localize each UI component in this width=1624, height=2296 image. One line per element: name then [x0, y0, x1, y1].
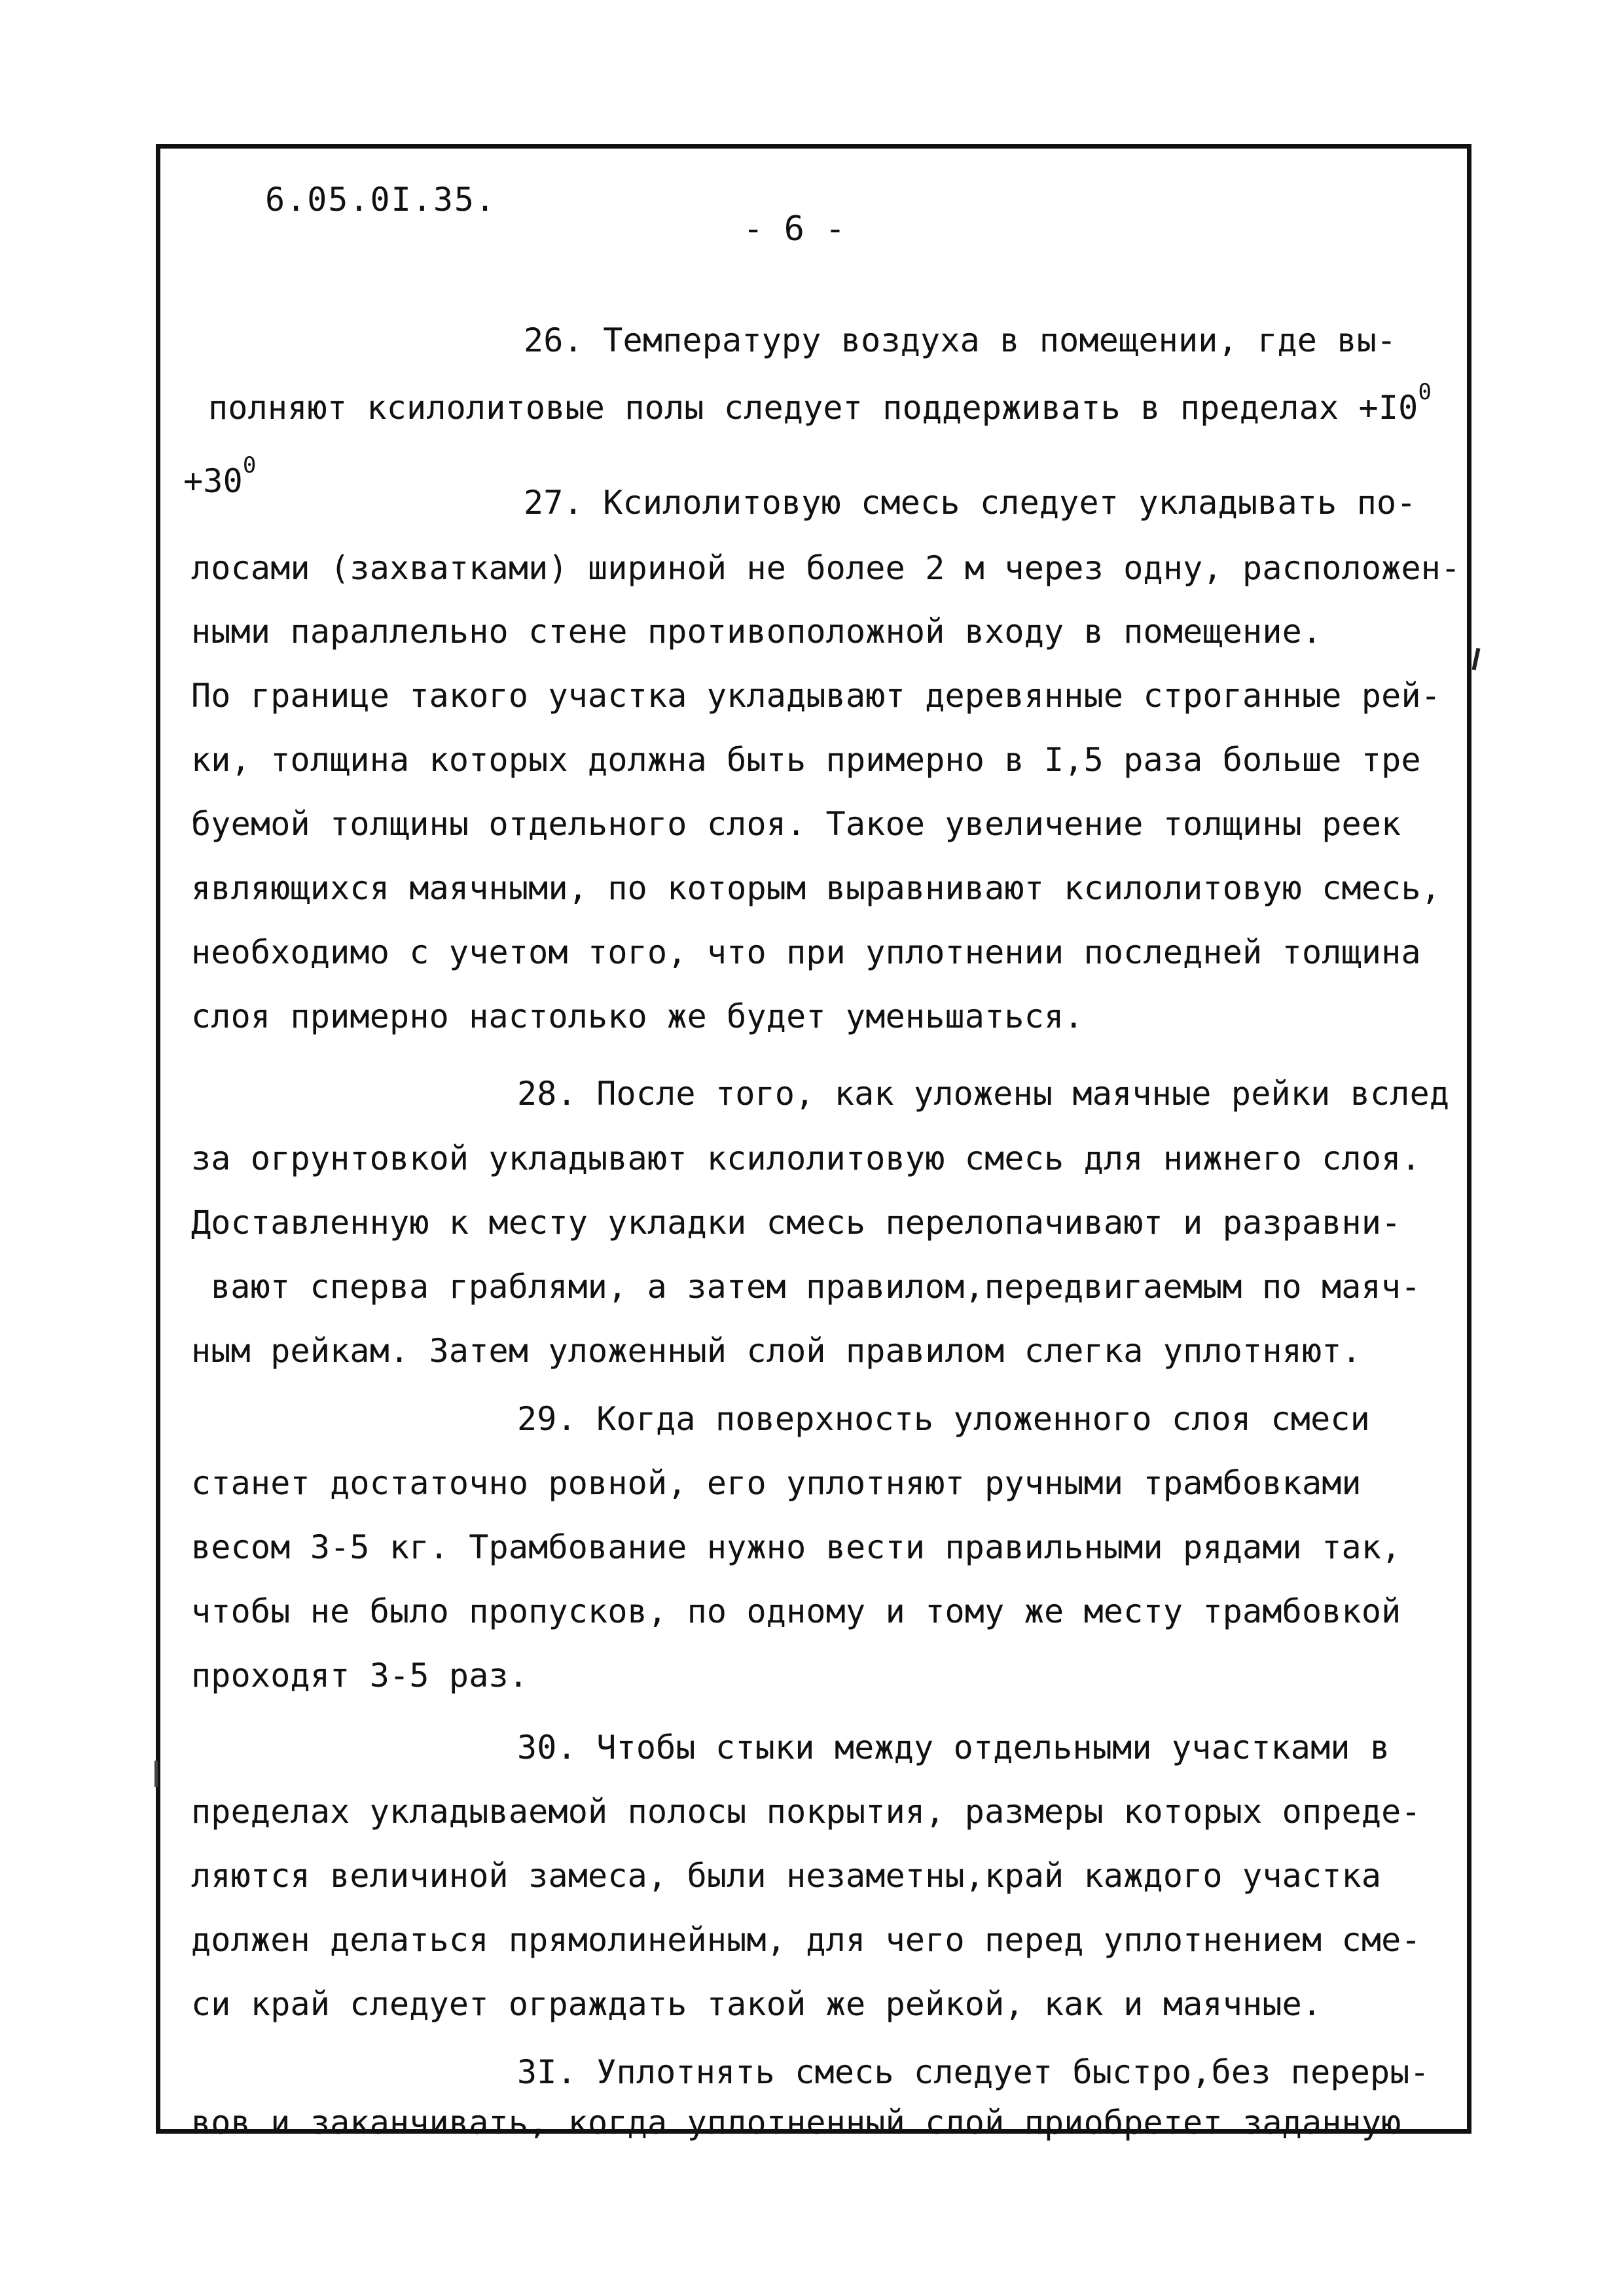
- text-line: 27. Ксилолитовую смесь следует укладывать по-: [524, 484, 1416, 522]
- text-line: слоя примерно настолько же будет уменьшаться.: [191, 997, 1084, 1035]
- document-code: 6.05.0I.35.: [265, 181, 497, 219]
- text-line: Доставленную к месту укладки смесь перелопачивают и разравни-: [191, 1204, 1401, 1242]
- text-line: проходят 3-5 раз.: [191, 1657, 529, 1695]
- text-line: станет достаточно ровной, его уплотняют ручными трамбовками: [191, 1464, 1362, 1502]
- text-line: ным рейкам. Затем уложенный слой правилом слегка уплотняют.: [191, 1332, 1362, 1370]
- text-line: си край следует ограждать такой же рейкой, как и маячные.: [191, 1985, 1322, 2023]
- text-line: вов и заканчивать, когда уплотненный слой приобретет заданную: [191, 2104, 1401, 2142]
- text-line: буемой толщины отдельного слоя. Такое увеличение толщины реек: [191, 805, 1401, 843]
- text-line: ки, толщина которых должна быть примерно в I,5 раза больше тре: [191, 741, 1421, 779]
- text-line: ными параллельно стене противоположной входу в помещение.: [191, 613, 1322, 651]
- text-line: По границе такого участка укладывают деревянные строганные рей-: [191, 677, 1441, 715]
- text-line: 30. Чтобы стыки между отдельными участками в: [517, 1729, 1390, 1767]
- text-line: вают сперва граблями, а затем правилом,передвигаемым по маяч-: [211, 1268, 1421, 1306]
- text-line: весом 3-5 кг. Трамбование нужно вести правильными рядами так,: [191, 1528, 1401, 1566]
- text-line: ляются величиной замеса, были незаметны,край каждого участка: [191, 1857, 1382, 1895]
- text-line: 26. Температуру воздуха в помещении, где вы-: [524, 321, 1397, 359]
- text-line: пределах укладываемой полосы покрытия, размеры которых опреде-: [191, 1793, 1421, 1831]
- text-line: являющихся маячными, по которым выравнивают ксилолитовую смесь,: [191, 869, 1441, 907]
- superscript: 0: [242, 452, 257, 478]
- text-line: за огрунтовкой укладывают ксилолитовую смесь для нижнего слоя.: [191, 1139, 1421, 1177]
- text-line: лосами (захватками) шириной не более 2 м через одну, расположен-: [191, 549, 1461, 587]
- text-line: чтобы не было пропусков, по одному и тому же месту трамбовкой: [191, 1592, 1401, 1630]
- text-line: должен делаться прямолинейным, для чего перед уплотнением сме-: [191, 1921, 1421, 1959]
- margin-mark-right: [1472, 648, 1481, 671]
- text-line: 3I. Уплотнять смесь следует быстро,без переры-: [517, 2053, 1430, 2091]
- text-line: полняют ксилолитовые полы следует поддерживать в пределах $+I0^0$: [208, 379, 1432, 427]
- text-line: $+30^0$: [183, 452, 257, 500]
- text-line: 28. После того, как уложены маячные рейки вслед: [517, 1075, 1450, 1113]
- page-number: - 6 -: [743, 209, 846, 249]
- text-line: необходимо с учетом того, что при уплотнении последней толщина: [191, 933, 1421, 971]
- margin-mark-left: [154, 1761, 158, 1787]
- text-line: 29. Когда поверхность уложенного слоя смеси: [517, 1400, 1371, 1438]
- superscript: 0: [1418, 379, 1432, 405]
